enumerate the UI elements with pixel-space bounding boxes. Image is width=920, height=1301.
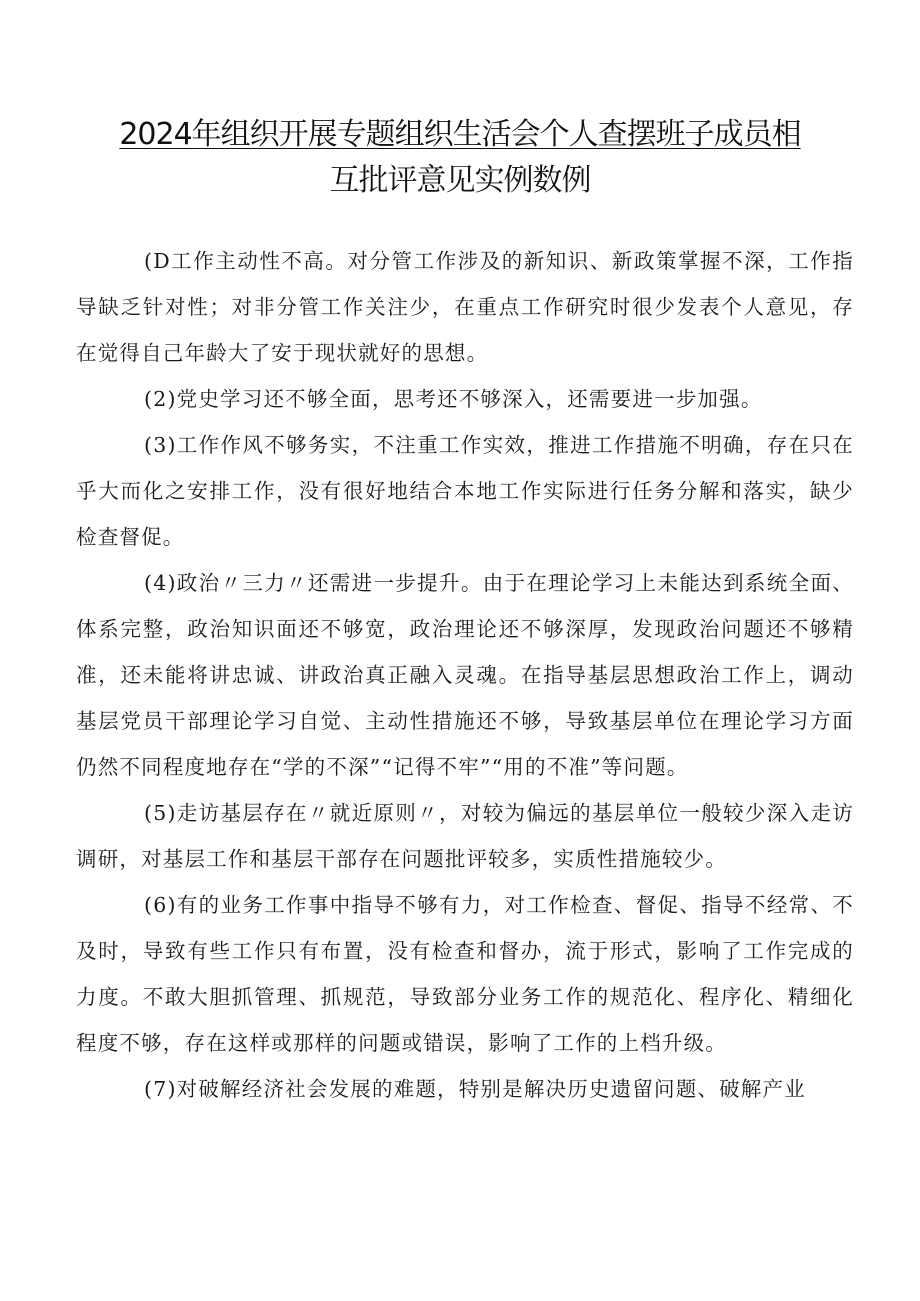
paragraph-5: (5)走访基层存在〃就近原则〃，对较为偏远的基层单位一般较少深入走访调研，对基层工作和基层干部存在问题批评较多，实质性措施较少。 (76, 801, 854, 871)
document-body (76, 238, 854, 1112)
paragraph-4: (4)政治〃三力〃还需进一步提升。由于在理论学习上未能达到系统全面、体系完整，政治知识面还不够宽，政治理论还不够深厚，发现政治问题还不够精准，还未能将讲忠诚、讲政治真正融入灵魂。在指导基层思想政治工作上，调动基层党员干部理论学习自觉、主动性措施还不够，导致基层单位在理论学习方面仍然不同程度地存在“学的不深”“记得不牢”“用的不准”等问题。 (76, 571, 854, 779)
paragraph-6: (6)有的业务工作事中指导不够有力，对工作检查、督促、指导不经常、不及时，导致有些工作只有布置，没有检查和督办，流于形式，影响了工作完成的力度。不敢大胆抓管理、抓规范，导致部分业务工作的规范化、程序化、精细化程度不够，存在这样或那样的问题或错误，影响了工作的上档升级。 (76, 893, 854, 1055)
paragraph-1: (D工作主动性不高。对分管工作涉及的新知识、新政策掌握不深，工作指导缺乏针对性；对非分管工作关注少，在重点工作研究时很少发表个人意见，存在觉得自己年龄大了安于现状就好的思想。 (76, 249, 854, 365)
document-title (100, 112, 820, 204)
title-line-2: 互批评意见实例数例 (329, 163, 591, 198)
title-line-1: 2024年组织开展专题组织生活会个人查摆班子成员相 (119, 117, 801, 152)
paragraph-2: (2)党史学习还不够全面，思考还不够深入，还需要进一步加强。 (144, 387, 763, 411)
paragraph-7: (7)对破解经济社会发展的难题，特别是解决历史遗留问题、破解产业 (144, 1077, 806, 1101)
paragraph-3: (3)工作作风不够务实，不注重工作实效，推进工作措施不明确，存在只在乎大而化之安排工作，没有很好地结合本地工作实际进行任务分解和落实，缺少检查督促。 (76, 433, 854, 549)
